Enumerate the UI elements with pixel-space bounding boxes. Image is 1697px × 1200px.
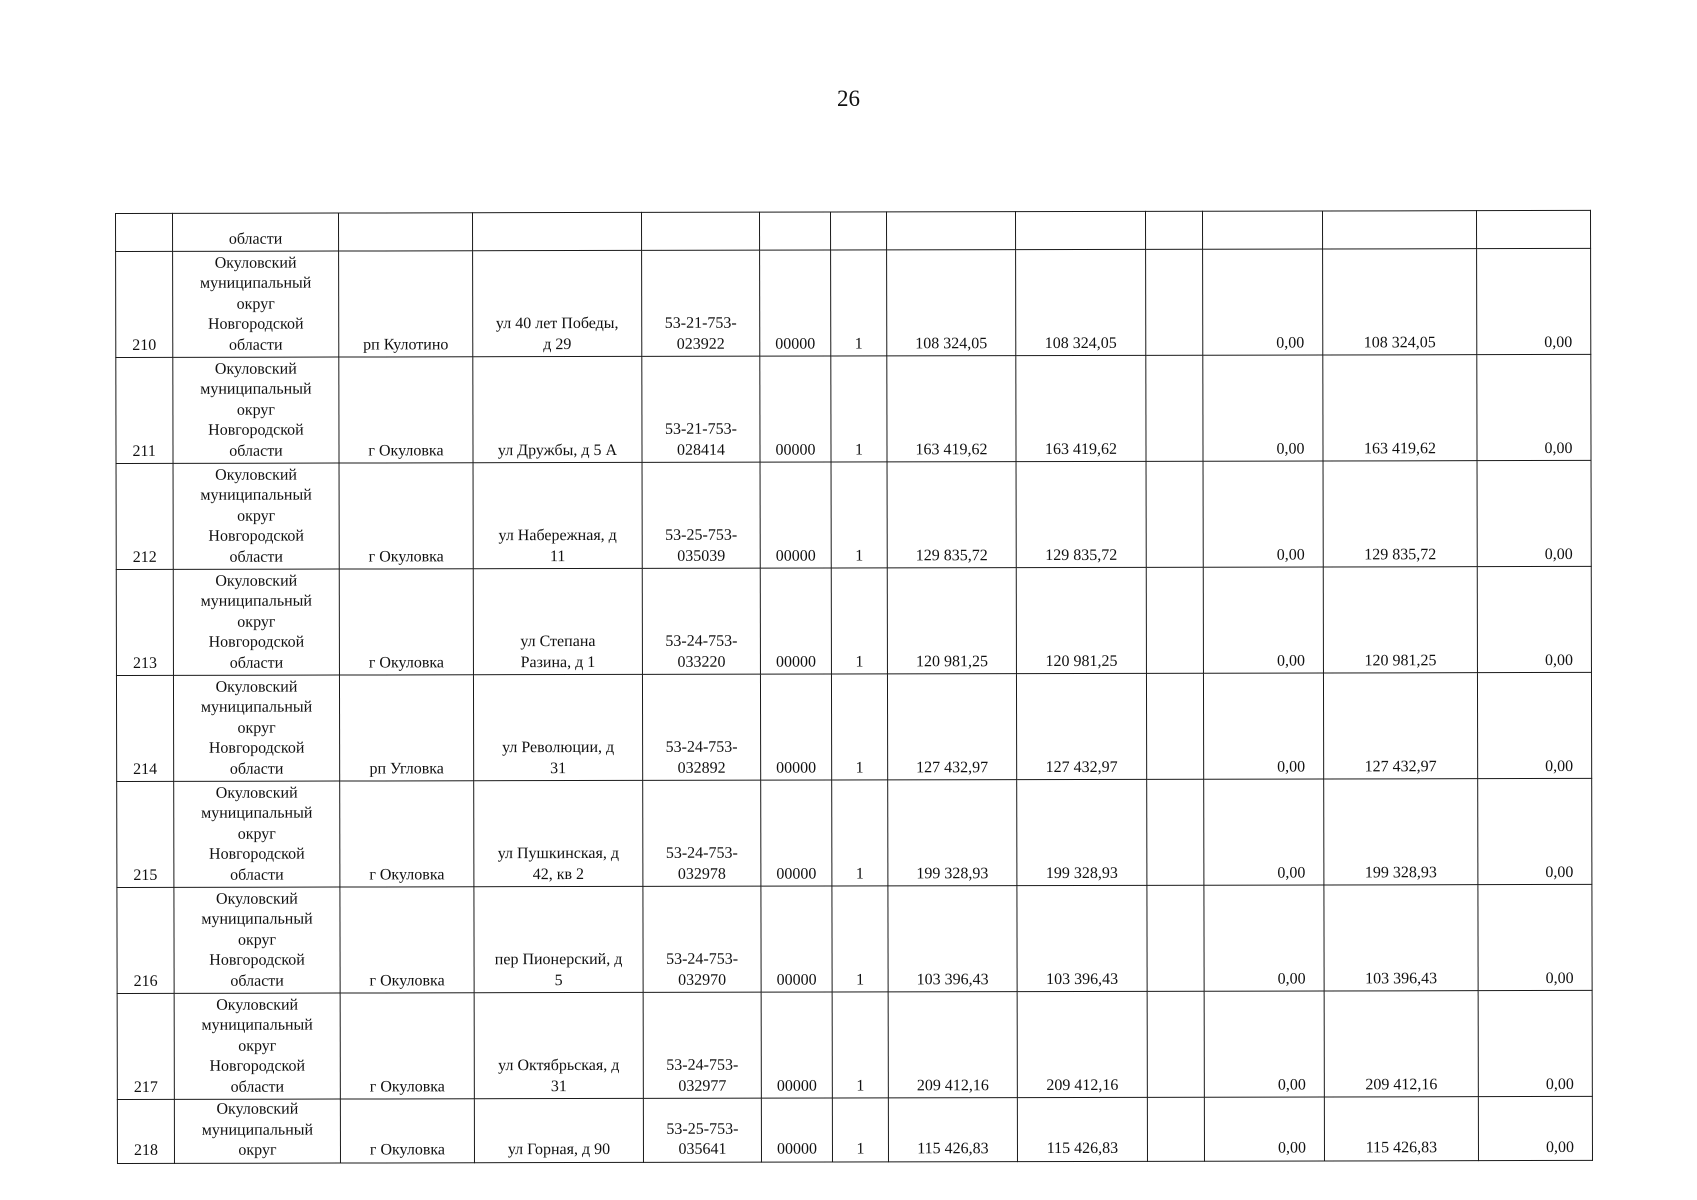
table-row bbox=[116, 566, 1591, 675]
cell-municipality-line: Окуловский bbox=[214, 360, 297, 378]
cell-amount-d: 0,00 bbox=[1478, 778, 1592, 884]
cell-amount-a: 129 835,72 bbox=[1016, 461, 1146, 567]
cell-code-line: 53-24-753- bbox=[666, 950, 739, 968]
cell-address bbox=[474, 992, 643, 1098]
cell-num: 211 bbox=[116, 357, 173, 463]
cell-amount-total: 120 981,25 bbox=[887, 568, 1016, 674]
cell-code-line: 53-24-753- bbox=[665, 738, 738, 756]
cell-address bbox=[473, 568, 642, 674]
cell-amount-empty bbox=[1146, 567, 1203, 673]
cell-municipality-line: муниципальный bbox=[200, 592, 313, 610]
cell-num: 212 bbox=[116, 463, 173, 569]
cell-amount-c: 127 432,97 bbox=[1323, 673, 1477, 779]
cell-address-line: 5 bbox=[554, 971, 563, 989]
table-row bbox=[116, 354, 1591, 463]
cell-municipality-line: муниципальный bbox=[200, 486, 312, 504]
cell-amount-empty bbox=[1147, 779, 1204, 885]
cell-amount-empty bbox=[1147, 885, 1204, 991]
cell-amount-d: 0,00 bbox=[1477, 354, 1591, 460]
cell-municipality-line: Новгородской bbox=[208, 421, 304, 439]
cell-amount-d bbox=[1476, 210, 1590, 248]
cell-municipality-line: муниципальный bbox=[201, 1016, 313, 1034]
cell-settlement: рп Угловка bbox=[339, 675, 473, 781]
cell-code-line: 033220 bbox=[677, 653, 726, 671]
cell-count bbox=[830, 212, 886, 250]
cell-municipality-line: округ bbox=[238, 1037, 277, 1055]
cell-municipality-line: Окуловский bbox=[215, 890, 298, 908]
cell-municipality-line: муниципальный bbox=[201, 910, 313, 928]
cell-address-line: 11 bbox=[549, 547, 566, 565]
table-row-continuation bbox=[116, 210, 1591, 251]
cell-settlement: г Окуловка bbox=[339, 357, 473, 463]
cell-municipality bbox=[173, 463, 339, 569]
cell-settlement: г Окуловка bbox=[340, 1099, 474, 1163]
cell-municipality-line: Новгородской bbox=[207, 315, 304, 333]
cell-municipality-line: муниципальный bbox=[200, 380, 312, 398]
cell-code-line: 032970 bbox=[678, 971, 727, 989]
cell-address bbox=[474, 780, 643, 886]
cell-municipality bbox=[174, 1099, 340, 1163]
cell-code bbox=[642, 356, 760, 462]
cell-address-line: ул Пушкинская, д bbox=[497, 844, 620, 863]
cell-amount-total bbox=[886, 212, 1015, 250]
cell-municipality-line: области bbox=[229, 336, 283, 354]
cell-code bbox=[643, 1098, 761, 1162]
cell-amount-a: 199 328,93 bbox=[1017, 779, 1147, 885]
cell-address-line: ул Степана bbox=[520, 632, 596, 651]
cell-municipality-line: округ bbox=[237, 931, 277, 949]
cell-municipality-line: Окуловский bbox=[215, 466, 297, 484]
cell-municipality-line: Новгородской bbox=[208, 739, 305, 757]
table-row bbox=[116, 460, 1591, 569]
cell-num: 217 bbox=[117, 993, 174, 1099]
cell-code-line: 035641 bbox=[678, 1140, 727, 1158]
cell-code-line: 53-25-753- bbox=[666, 1120, 739, 1138]
table-row bbox=[117, 990, 1592, 1099]
cell-amount-b: 0,00 bbox=[1203, 567, 1323, 673]
cell-code bbox=[643, 886, 761, 992]
cell-amount-c bbox=[1322, 211, 1476, 249]
cell-count: 1 bbox=[832, 1098, 888, 1162]
cell-code-line: 035039 bbox=[677, 547, 726, 565]
cell-municipality-line: Новгородской bbox=[208, 527, 304, 545]
cell-num: 214 bbox=[116, 675, 173, 781]
cell-municipality bbox=[174, 781, 340, 887]
cell-code-line: 53-24-753- bbox=[665, 844, 738, 862]
cell-amount-b: 0,00 bbox=[1204, 779, 1324, 885]
cell-settlement: г Окуловка bbox=[339, 569, 473, 675]
cell-municipality-line: Окуловский bbox=[215, 678, 298, 696]
cell-amount-d: 0,00 bbox=[1477, 672, 1591, 778]
cell-municipality-line: округ bbox=[237, 507, 276, 525]
cell-municipality-line: Окуловский bbox=[216, 996, 299, 1014]
cell-address bbox=[473, 674, 642, 780]
cell-num: 216 bbox=[117, 887, 174, 993]
cell-amount-d: 0,00 bbox=[1478, 990, 1592, 1096]
cell-amount-d: 0,00 bbox=[1477, 566, 1591, 672]
cell-amount-d: 0,00 bbox=[1477, 460, 1591, 566]
table-row bbox=[117, 884, 1592, 993]
cell-code2: 00000 bbox=[761, 886, 832, 992]
cell-amount-total: 127 432,97 bbox=[887, 674, 1016, 780]
cell-amount-c: 120 981,25 bbox=[1323, 567, 1477, 673]
cell-municipality-line: Новгородской bbox=[208, 633, 305, 651]
cell-amount-a: 127 432,97 bbox=[1016, 673, 1146, 779]
table-row bbox=[117, 1096, 1592, 1163]
cell-municipality-line: области bbox=[230, 866, 284, 884]
cell-code-line: 53-21-753- bbox=[664, 314, 737, 332]
table-row bbox=[116, 672, 1591, 781]
cell-num: 213 bbox=[116, 569, 173, 675]
cell-settlement: рп Кулотино bbox=[339, 251, 473, 357]
cell-code-line: 53-25-753- bbox=[665, 526, 738, 544]
cell-municipality-line: области bbox=[229, 760, 284, 778]
cell-municipality-line: области bbox=[230, 1078, 285, 1096]
cell-municipality-line: области bbox=[230, 972, 284, 990]
cell-amount-b: 0,00 bbox=[1204, 1097, 1324, 1161]
cell-municipality-line: Окуловский bbox=[214, 254, 297, 272]
cell-code-line: 023922 bbox=[676, 335, 725, 353]
cell-amount-total: 115 426,83 bbox=[888, 1098, 1017, 1162]
cell-amount-b: 0,00 bbox=[1203, 461, 1323, 567]
cell-amount-a: 115 426,83 bbox=[1017, 1097, 1147, 1161]
cell-code2: 00000 bbox=[760, 356, 831, 462]
cell-count: 1 bbox=[832, 886, 888, 992]
cell-code2 bbox=[759, 212, 830, 250]
cell-amount-a: 209 412,16 bbox=[1017, 991, 1147, 1097]
cell-code bbox=[642, 462, 760, 568]
table-row bbox=[117, 778, 1592, 887]
cell-municipality-line: округ bbox=[237, 825, 276, 843]
cell-amount-d: 0,00 bbox=[1478, 1096, 1592, 1160]
cell-amount-a: 120 981,25 bbox=[1016, 567, 1146, 673]
cell-count: 1 bbox=[831, 674, 887, 780]
cell-address-line: 31 bbox=[550, 1077, 567, 1095]
cell-amount-d: 0,00 bbox=[1477, 248, 1591, 354]
cell-amount-c: 115 426,83 bbox=[1324, 1097, 1478, 1161]
cell-code bbox=[643, 780, 761, 886]
cell-code2: 00000 bbox=[761, 992, 832, 1098]
cell-count: 1 bbox=[832, 992, 888, 1098]
cell-code2: 00000 bbox=[760, 568, 831, 674]
cell-municipality: области bbox=[173, 213, 339, 251]
cell-count: 1 bbox=[831, 568, 887, 674]
cell-code bbox=[642, 250, 760, 356]
cell-address-line: д 29 bbox=[543, 335, 572, 353]
cell-amount-empty bbox=[1147, 991, 1204, 1097]
cell-municipality bbox=[173, 675, 339, 781]
cell-amount-total: 163 419,62 bbox=[887, 356, 1016, 462]
cell-num: 210 bbox=[116, 251, 173, 357]
cell-code-line: 032978 bbox=[677, 865, 726, 883]
cell-amount-a: 108 324,05 bbox=[1016, 249, 1146, 355]
cell-num bbox=[116, 213, 173, 251]
cell-address bbox=[473, 212, 642, 250]
cell-municipality-line: муниципальный bbox=[201, 1121, 314, 1139]
cell-municipality-line: Окуловский bbox=[215, 572, 298, 590]
cell-count: 1 bbox=[831, 356, 887, 462]
cell-code bbox=[642, 568, 760, 674]
cell-municipality-line: Окуловский bbox=[216, 1100, 299, 1118]
cell-address-line: ул Горная, д 90 bbox=[507, 1140, 611, 1159]
cell-municipality-line: Новгородской bbox=[209, 1057, 306, 1075]
cell-amount-total: 103 396,43 bbox=[888, 886, 1017, 992]
cell-municipality-line: Новгородской bbox=[209, 951, 305, 969]
cell-municipality-line: округ bbox=[238, 1141, 277, 1159]
cell-settlement bbox=[339, 213, 473, 251]
cell-address-line: ул 40 лет Победы, bbox=[495, 314, 619, 333]
cell-count: 1 bbox=[831, 250, 887, 356]
cell-code-line: 53-21-753- bbox=[664, 420, 737, 438]
cell-settlement: г Окуловка bbox=[340, 887, 474, 993]
cell-municipality-line: округ bbox=[236, 401, 275, 419]
cell-amount-c: 108 324,05 bbox=[1323, 249, 1477, 355]
cell-address-line: ул Революции, д bbox=[502, 738, 615, 757]
cell-code2: 00000 bbox=[761, 1098, 832, 1162]
cell-amount-c: 103 396,43 bbox=[1324, 885, 1478, 991]
cell-code2: 00000 bbox=[760, 674, 831, 780]
cell-municipality-line: области bbox=[229, 442, 283, 460]
cell-amount-total: 108 324,05 bbox=[887, 250, 1016, 356]
cell-municipality-line: Окуловский bbox=[215, 784, 298, 802]
cell-address bbox=[474, 1098, 643, 1162]
table-row bbox=[116, 248, 1591, 357]
cell-amount-d: 0,00 bbox=[1478, 884, 1592, 990]
cell-amount-c: 209 412,16 bbox=[1324, 991, 1478, 1097]
cell-municipality-line: округ bbox=[237, 613, 276, 631]
cell-amount-b: 0,00 bbox=[1204, 885, 1324, 991]
cell-amount-b: 0,00 bbox=[1203, 355, 1323, 461]
cell-amount-total: 209 412,16 bbox=[888, 992, 1017, 1098]
cell-municipality bbox=[173, 569, 339, 675]
cell-amount-c: 199 328,93 bbox=[1324, 779, 1478, 885]
cell-amount-empty bbox=[1146, 249, 1203, 355]
cell-address-line: пер Пионерский, д bbox=[494, 950, 623, 969]
cell-address-line: ул Октябрьская, д bbox=[498, 1056, 620, 1075]
cell-address-line: Разина, д 1 bbox=[520, 653, 596, 671]
page-number: 26 bbox=[837, 86, 860, 111]
cell-amount-a bbox=[1015, 211, 1145, 249]
cell-municipality-line: округ bbox=[237, 719, 276, 737]
cell-code bbox=[643, 992, 761, 1098]
cell-address-line: 31 bbox=[550, 759, 567, 777]
cell-code-line: 032977 bbox=[678, 1077, 727, 1095]
cell-amount-b: 0,00 bbox=[1204, 991, 1324, 1097]
cell-settlement: г Окуловка bbox=[340, 993, 474, 1099]
table-body bbox=[116, 210, 1593, 1163]
cell-num: 215 bbox=[117, 781, 174, 887]
cell-municipality-line: области bbox=[229, 548, 283, 566]
cell-num: 218 bbox=[117, 1099, 174, 1163]
cell-amount-c: 163 419,62 bbox=[1323, 355, 1477, 461]
cell-municipality-line: области bbox=[229, 654, 284, 672]
cell-address bbox=[473, 250, 642, 356]
cell-municipality bbox=[174, 993, 340, 1099]
cell-settlement: г Окуловка bbox=[339, 463, 473, 569]
cell-amount-empty bbox=[1146, 673, 1203, 779]
cell-municipality bbox=[173, 251, 339, 357]
cell-municipality-line: муниципальный bbox=[200, 698, 313, 716]
cell-code bbox=[642, 674, 760, 780]
cell-municipality bbox=[174, 887, 340, 993]
cell-code2: 00000 bbox=[760, 462, 831, 568]
cell-code2: 00000 bbox=[760, 250, 831, 356]
cell-settlement: г Окуловка bbox=[340, 781, 474, 887]
cell-code-line: 032892 bbox=[677, 759, 726, 777]
registry-table bbox=[115, 210, 1593, 1164]
cell-address bbox=[473, 462, 642, 568]
cell-address bbox=[474, 886, 643, 992]
cell-municipality-line: муниципальный bbox=[199, 274, 312, 292]
cell-amount-empty bbox=[1145, 211, 1202, 249]
cell-amount-empty bbox=[1146, 355, 1203, 461]
cell-code-line: 53-24-753- bbox=[665, 632, 738, 650]
cell-municipality-line: Новгородской bbox=[209, 845, 305, 863]
cell-municipality-line: муниципальный bbox=[201, 804, 313, 822]
cell-amount-b: 0,00 bbox=[1203, 673, 1323, 779]
cell-amount-empty bbox=[1146, 461, 1203, 567]
cell-code-line: 53-24-753- bbox=[666, 1056, 739, 1074]
cell-amount-c: 129 835,72 bbox=[1323, 461, 1477, 567]
cell-municipality-line: округ bbox=[236, 295, 275, 313]
cell-code bbox=[641, 212, 759, 250]
cell-address bbox=[473, 356, 642, 462]
cell-count: 1 bbox=[832, 780, 888, 886]
cell-address-line: ул Набережная, д bbox=[498, 526, 617, 545]
cell-amount-a: 163 419,62 bbox=[1016, 355, 1146, 461]
cell-code2: 00000 bbox=[761, 780, 832, 886]
cell-amount-a: 103 396,43 bbox=[1017, 885, 1147, 991]
cell-amount-total: 199 328,93 bbox=[888, 780, 1017, 886]
cell-municipality bbox=[173, 357, 339, 463]
cell-amount-b: 0,00 bbox=[1203, 249, 1323, 355]
cell-address-line: 42, кв 2 bbox=[532, 865, 585, 883]
cell-count: 1 bbox=[831, 462, 887, 568]
cell-address-line: ул Дружбы, д 5 А bbox=[497, 441, 618, 459]
cell-amount-total: 129 835,72 bbox=[887, 462, 1016, 568]
cell-amount-b bbox=[1202, 211, 1322, 249]
cell-amount-empty bbox=[1147, 1097, 1204, 1161]
cell-code-line: 028414 bbox=[676, 441, 726, 459]
